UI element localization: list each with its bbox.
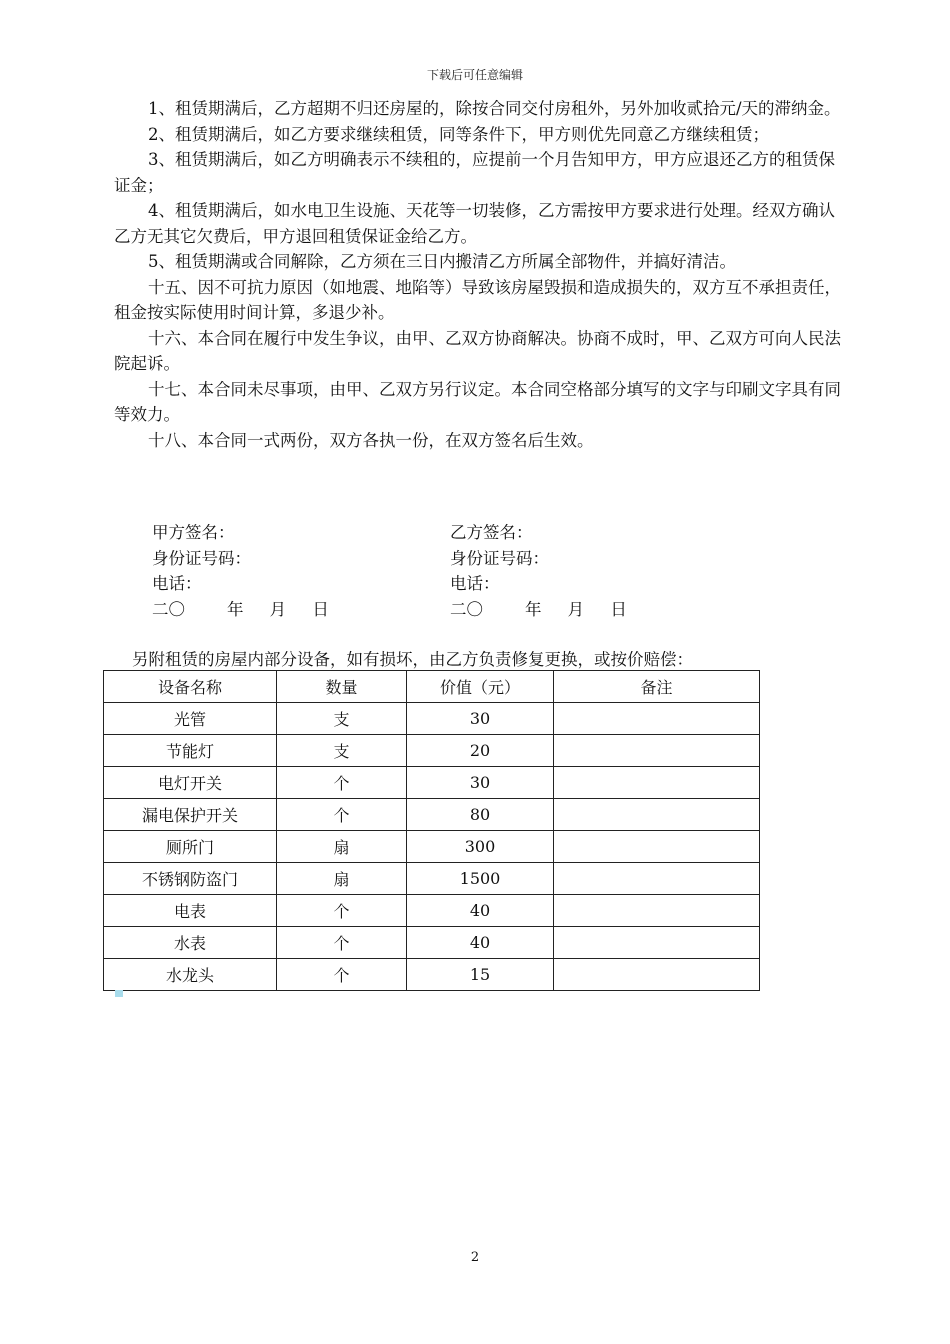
cell-unit: 个 [277,959,407,991]
cell-value: 300 [407,831,554,863]
table-row [104,703,760,735]
clause-paragraph: 十六、本合同在履行中发生争议，由甲、乙双方协商解决。协商不成时，甲、乙双方可向人民法院起诉。 [114,328,841,373]
cell-name: 水龙头 [104,959,277,991]
cell-remarks [554,735,760,767]
table-row [104,895,760,927]
table-row [104,735,760,767]
party-a-phone-label: 电话： [152,574,202,593]
contract-clauses [114,96,850,453]
cell-unit: 支 [277,703,407,735]
cell-value: 40 [407,927,554,959]
cursor-marker [115,990,123,997]
cell-unit: 支 [277,735,407,767]
table-row [104,767,760,799]
party-b-date-line: 二〇 年 月 日 [450,599,627,619]
cell-value: 15 [407,959,554,991]
id-row [152,546,712,572]
cell-name: 电表 [104,895,277,927]
header-equipment-name: 设备名称 [104,671,277,703]
cell-value: 80 [407,799,554,831]
table-row [104,959,760,991]
appendix-intro: 另附租赁的房屋内部分设备，如有损坏，由乙方负责修复更换，或按价赔偿： [132,650,693,669]
cell-unit: 个 [277,799,407,831]
cell-remarks [554,703,760,735]
cell-remarks [554,831,760,863]
table-row [104,863,760,895]
clause-paragraph: 4、租赁期满后，如水电卫生设施、天花等一切装修，乙方需按甲方要求进行处理。经双方确认乙方无其它欠费后，甲方退回租赁保证金给乙方。 [114,201,835,246]
clause-paragraph: 十八、本合同一式两份，双方各执一份，在双方签名后生效。 [148,430,594,450]
cell-remarks [554,959,760,991]
table-row [104,927,760,959]
clause-paragraph: 十五、因不可抗力原因（如地震、地陷等）导致该房屋毁损和造成损失的，双方互不承担责任，租金按实际使用时间计算，多退少补。 [114,277,841,322]
signature-row [152,520,712,546]
party-b-id-label: 身份证号码： [450,548,549,568]
cell-unit: 扇 [277,831,407,863]
cell-value: 20 [407,735,554,767]
party-a-date-line: 二〇 年 月 日 [152,599,329,619]
cell-name: 节能灯 [104,735,277,767]
header-quantity: 数量 [277,671,407,703]
cell-name: 不锈钢防盗门 [104,863,277,895]
cell-unit: 个 [277,767,407,799]
cell-unit: 个 [277,895,407,927]
cell-value: 1500 [407,863,554,895]
signature-block [152,520,712,622]
cell-remarks [554,927,760,959]
cell-name: 电灯开关 [104,767,277,799]
clause-paragraph: 十七、本合同未尽事项，由甲、乙双方另行议定。本合同空格部分填写的文字与印刷文字具有同等效力。 [114,379,841,424]
party-b-phone-label: 电话： [450,574,500,593]
cell-name: 厕所门 [104,831,277,863]
clause-paragraph: 5、租赁期满或合同解除，乙方须在三日内搬清乙方所属全部物件，并搞好清洁。 [148,252,736,271]
cell-remarks [554,767,760,799]
header-remarks: 备注 [554,671,760,703]
cell-unit: 扇 [277,863,407,895]
cell-name: 光管 [104,703,277,735]
clause-paragraph: 2、租赁期满后，如乙方要求继续租赁，同等条件下，甲方则优先同意乙方继续租赁； [148,124,769,144]
header-value: 价值（元） [407,671,554,703]
clause-paragraph: 3、租赁期满后，如乙方明确表示不续租的，应提前一个月告知甲方，甲方应退还乙方的租赁保证金； [114,150,835,195]
page-number: 2 [470,1250,480,1265]
phone-row [152,571,712,597]
table-row [104,799,760,831]
cell-remarks [554,863,760,895]
table-header-row [104,671,760,703]
cell-name: 水表 [104,927,277,959]
cell-value: 40 [407,895,554,927]
cell-value: 30 [407,703,554,735]
cell-remarks [554,799,760,831]
cell-unit: 个 [277,927,407,959]
header-note: 下载后可任意编辑 [426,68,523,82]
cell-remarks [554,895,760,927]
clause-paragraph: 1、租赁期满后，乙方超期不归还房屋的，除按合同交付房租外，另外加收贰拾元/天的滞纳金。 [148,99,841,118]
party-a-id-label: 身份证号码： [152,548,251,568]
party-a-sign-label: 甲方签名： [152,523,235,542]
party-b-sign-label: 乙方签名： [450,523,533,542]
equipment-table [103,670,760,991]
date-row [152,597,712,623]
cell-value: 30 [407,767,554,799]
cell-name: 漏电保护开关 [104,799,277,831]
table-row [104,831,760,863]
